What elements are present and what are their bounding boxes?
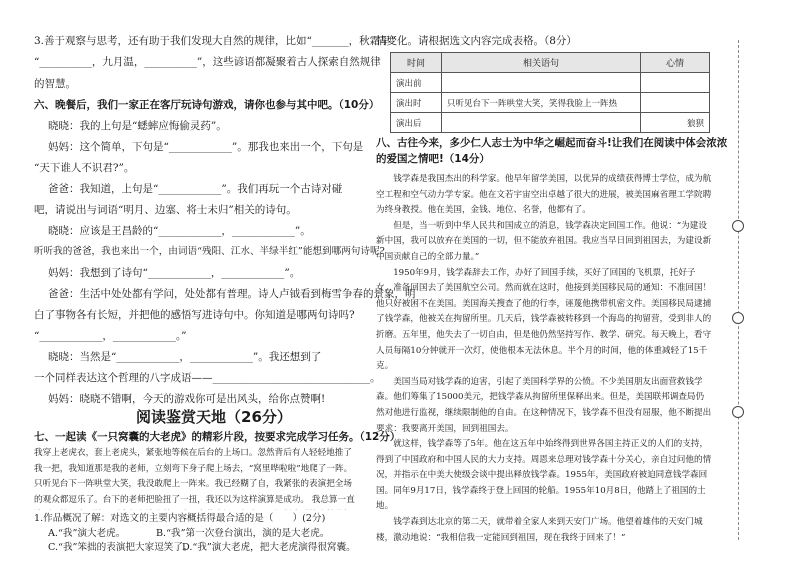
q6-line: 晓晓：当然是“____________，____________”。我还想到了: [48, 351, 322, 363]
punch-hole: [732, 406, 744, 418]
q3-line1: 3.善于观察与思考，还有助于我们发现大自然的规律，比如“_______，秋霜早”: [34, 35, 397, 47]
passage-paragraph: 钱学森是我国杰出的科学家。他早年留学美国，以优异的成绩获得博士学位，成为航空工程和空气动力学专家。他在文若宇宙空出卓越了很大的进展，被美国麻省理工学院聘为终身教授。他在美国，金钱、地位、名誉，他都有了。: [376, 174, 712, 216]
q6-line: “____________，____________。”: [34, 330, 187, 342]
q6-line: 妈妈：晓晓不错啊，今天的游戏你可是出风头，给你点赞啊!: [48, 393, 326, 405]
punch-hole: [732, 220, 744, 232]
table-header-row: [391, 53, 710, 73]
answer-cell[interactable]: [641, 93, 710, 113]
q3-line2: “__________，九月温，__________”，这些谚语都凝聚着古人探索自然规律: [34, 56, 381, 68]
passage-paragraph: 但是，当一听到中华人民共和国成立的消息，钱学森决定回国工作。他说：“为建设新中国，我可以放弃在美国的一切，但不能放弃祖国。我应当早日回到祖国去，为建设新中国贡献自己的全部力量。”: [376, 220, 712, 262]
answer-cell[interactable]: [442, 73, 641, 93]
section-title: 阅读鉴赏天地（26分）: [136, 408, 292, 426]
q7-passage-text: 我穿上老虎衣，套上老虎头，紧张地等候在后台的上场口。忽然背后有人轻轻地推了我一把，我知道那是我的老师，立刻弯下身子爬上场去，“窝里哗啦啦”地爬了一阵。只听见台下一阵哄堂大笑，我没敢爬上一阵来。我已经糊了自，我紧张的表演把全场的观众都逗乐了。台下的老师把脸扭了一扭，我还以为这样演算是成功。 我总算一直: [34, 448, 355, 505]
q6-line: 爸爸：我知道，上句是“____________”。我们再玩一个古诗对碰: [48, 183, 343, 195]
answer-cell[interactable]: [641, 73, 710, 93]
passage-paragraph: 钱学森到达北京的第二天，就带着全家人来到天安门广场。他望着雄伟的天安门城楼，激动地说：“我相信我一定能回到祖国，现在我终于回来了！”: [376, 517, 703, 542]
table-row: [391, 113, 710, 133]
q6-line: 吧，请说出与词语“明月、边塞、将士未归”相关的诗句。: [34, 204, 297, 216]
passage-paragraph: 就这样，钱学森等了5年。他在这五年中始终得到世界各国主持正义的人们的支持，得到了中国政府和中国人民的大力支持。周恩来总理对钱学森十分关心，亲自过问他的情况，并指示在中美大使级会谈中提出释放钱学森。1955年，美国政府被迫同意钱学森回国。同年9月17日，钱学森终于登上回国的轮船。1955年10月8日，他踏上了祖国的土地。: [376, 439, 712, 512]
option-c: C.“我”笨拙的表演把大家逗笑了。: [48, 542, 193, 553]
table-row: [391, 73, 710, 93]
q6-line: 听听我的爸爸，我也来出一个，由词语“残阳、江水、半绿半红”能想到哪两句诗呢?: [34, 246, 385, 257]
punch-hole: [732, 312, 744, 324]
binding-margin: [718, 40, 758, 540]
q6-line: 晓晓：我的上句是“蟋蟀应悔偷灵药”。: [48, 120, 227, 132]
table-header: 时间: [391, 53, 442, 73]
answer-cell[interactable]: [442, 113, 641, 133]
table-cell: 演出后: [391, 113, 442, 133]
q6-line: 一个同样表达这个哲理的八字成语——______________________________。: [34, 372, 381, 384]
cut-line: [738, 40, 739, 540]
option-a: A.“我”演大老虎。: [48, 528, 126, 539]
q7-title: 七、一起读《一只窝囊的大老虎》的精彩片段，按要求完成学习任务。（12分）: [34, 431, 401, 443]
table-cell: 演出前: [391, 73, 442, 93]
q6-line: 白了事物各有长短，并把他的感悟写进诗句中。你知道是哪两句诗吗?: [34, 309, 355, 321]
q8-title-line1: 八、古往今来，多少仁人志士为中华之崛起而奋斗!让我们在阅读中体会浓浓: [376, 137, 728, 149]
passage-paragraph: 1950年9月，钱学森辞去工作，办好了回国手续，买好了回国的飞机票，托好子女，准备回国去了美国航空公司。然而就在这时，他接到美国移民局的通知：不准回国！他只好被困不在美国。美国海关搜查了他的行李，诬蔑他携带机密文件。美国移民局逮捕了钱学森，他被关在拘留所里。几天后，钱学森被转移到一个海岛的拘留营，受到非人的折磨。五年里，他失去了一切自由，但是他仍然坚持写作、教学、研究。每天晚上，看守人员每隔10分钟就开一次灯，使他根本无法休息。半个月的时间，他的体重减轻了15千克。: [376, 267, 712, 372]
table-cell: 演出时: [391, 93, 442, 113]
q6-line: 妈妈：我想到了诗句“____________，____________”。: [48, 267, 301, 279]
q6-line: 晓晓：应该是王昌龄的“____________，____________”。: [48, 225, 311, 237]
table-cell: 狼狈: [641, 113, 710, 133]
passage: [376, 172, 712, 542]
table-header: 相关语句: [442, 53, 641, 73]
q6-line: “天下谁人不识君?”。: [34, 162, 135, 174]
q6-line: 妈妈：这个简单，下句是“____________”。那我也来出一个，下句是: [48, 141, 364, 153]
q6-title: 六、晚餐后，我们一家正在客厅玩诗句游戏，请你也参与其中吧。（10分）: [34, 99, 380, 111]
q8-title-line2: 的爱国之情吧!（14分）: [376, 153, 490, 165]
mood-table: [390, 52, 710, 133]
q3-line3: 的智慧。: [34, 78, 76, 90]
q7-3-continued: 情变化。请根据选文内容完成表格。（8分）: [376, 35, 577, 47]
q7-question-1: 1.作品概况了解：对选文的主要内容概括得最合适的是（ ）(2分): [34, 513, 326, 524]
table-row: [391, 93, 710, 113]
option-b: B.“我”第一次登台演出，演的是大老虎。: [156, 528, 330, 539]
q6-line: 爸爸：生活中处处都有学问，处处都有普理。诗人卢钺看到梅雪争春的景象，明: [48, 288, 416, 300]
table-cell: 只听见台下一阵哄堂大笑，笑得我脸上一阵热: [442, 93, 641, 113]
option-d: D.“我”演大老虎，把大老虎演得很窝囊。: [182, 542, 356, 553]
passage-paragraph: 美国当局对钱学森的迫害，引起了美国科学界的公愤。不少美国朋友出面营救钱学森。他们筹集了15000美元，把钱学森从拘留所里保释出来。但是，美国联邦调查局仍然对他进行监视，继续限制他的自由。在这种情况下，钱学森不但没有屈服，他不断提出要求：我要离开美国，回到祖国去。: [376, 376, 712, 434]
table-header: 心情: [641, 53, 710, 73]
